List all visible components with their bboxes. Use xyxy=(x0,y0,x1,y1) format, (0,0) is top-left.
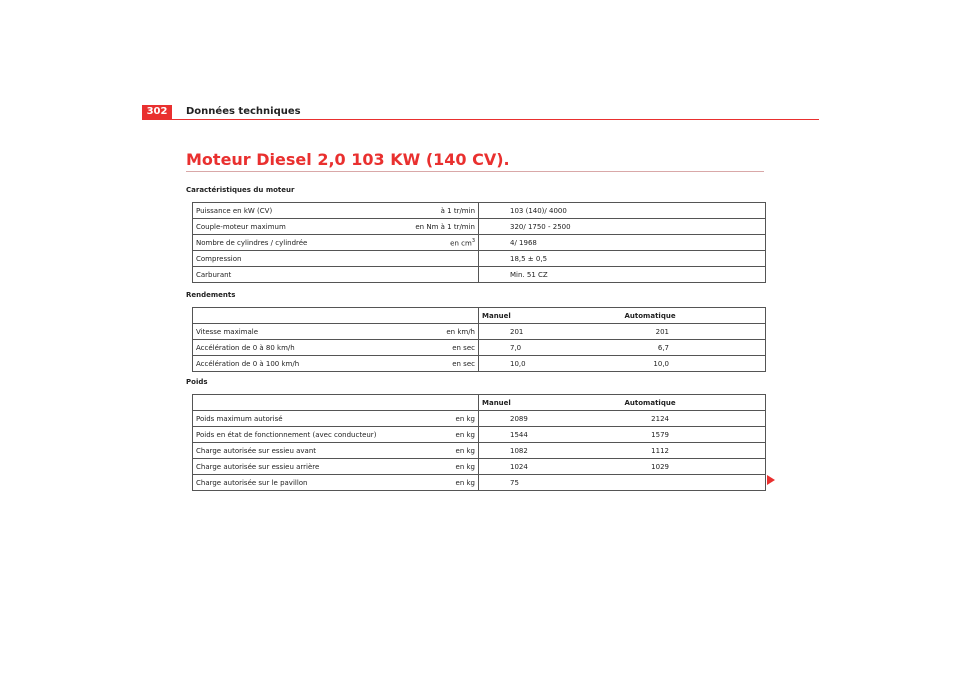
row-unit: en kg xyxy=(403,459,479,475)
row-label: Vitesse maximale xyxy=(193,324,403,340)
row-value: 4/ 1968 xyxy=(479,235,766,251)
performance-heading: Rendements xyxy=(186,291,236,299)
table-row xyxy=(193,219,766,235)
table-row xyxy=(193,340,766,356)
table-row xyxy=(193,475,766,491)
row-manual: 1024 xyxy=(479,459,622,475)
row-unit: en kg xyxy=(403,475,479,491)
col-auto-header: Automatique xyxy=(622,395,766,411)
row-unit xyxy=(403,235,479,251)
row-manual: 10,0 xyxy=(479,356,622,372)
row-auto: 1579 xyxy=(622,427,766,443)
header-empty xyxy=(403,308,479,324)
row-label: Poids en état de fonctionnement (avec conducteur) xyxy=(193,427,403,443)
col-auto-header: Automatique xyxy=(622,308,766,324)
weights-table xyxy=(192,394,766,491)
row-manual: 2089 xyxy=(479,411,622,427)
row-unit: en kg xyxy=(403,443,479,459)
row-manual: 201 xyxy=(479,324,622,340)
row-value: 103 (140)/ 4000 xyxy=(479,203,766,219)
row-label: Puissance en kW (CV) xyxy=(193,203,403,219)
table-header-row xyxy=(193,308,766,324)
table-row xyxy=(193,324,766,340)
table-row xyxy=(193,235,766,251)
unit-superscript: 3 xyxy=(471,237,475,244)
row-unit: en sec xyxy=(403,340,479,356)
row-unit: en sec xyxy=(403,356,479,372)
header-title: Données techniques xyxy=(186,106,301,117)
row-auto: 10,0 xyxy=(622,356,766,372)
row-auto: 1112 xyxy=(622,443,766,459)
row-value: Min. 51 CZ xyxy=(479,267,766,283)
row-manual: 7,0 xyxy=(479,340,622,356)
row-label: Accélération de 0 à 100 km/h xyxy=(193,356,403,372)
col-manual-header: Manuel xyxy=(479,395,622,411)
table-row xyxy=(193,356,766,372)
table-row xyxy=(193,267,766,283)
header-empty xyxy=(193,308,403,324)
row-unit xyxy=(403,251,479,267)
row-label: Accélération de 0 à 80 km/h xyxy=(193,340,403,356)
col-manual-header: Manuel xyxy=(479,308,622,324)
row-auto: 2124 xyxy=(622,411,766,427)
header-empty xyxy=(193,395,403,411)
row-label: Nombre de cylindres / cylindrée xyxy=(193,235,403,251)
header-divider xyxy=(142,119,819,120)
table-row xyxy=(193,459,766,475)
row-manual: 1544 xyxy=(479,427,622,443)
row-unit: à 1 tr/min xyxy=(403,203,479,219)
row-unit xyxy=(403,267,479,283)
row-label: Couple-moteur maximum xyxy=(193,219,403,235)
row-auto: 1029 xyxy=(622,459,766,475)
row-label: Charge autorisée sur essieu arrière xyxy=(193,459,403,475)
row-label: Compression xyxy=(193,251,403,267)
row-manual: 1082 xyxy=(479,443,622,459)
performance-table xyxy=(192,307,766,372)
row-unit: en Nm à 1 tr/min xyxy=(403,219,479,235)
row-label: Carburant xyxy=(193,267,403,283)
row-value: 320/ 1750 - 2500 xyxy=(479,219,766,235)
page-number: 302 xyxy=(142,105,172,119)
row-value: 18,5 ± 0,5 xyxy=(479,251,766,267)
row-auto: 6,7 xyxy=(622,340,766,356)
table-row xyxy=(193,251,766,267)
table-header-row xyxy=(193,395,766,411)
table-row xyxy=(193,203,766,219)
row-label: Charge autorisée sur essieu avant xyxy=(193,443,403,459)
table-row xyxy=(193,443,766,459)
section-title: Moteur Diesel 2,0 103 KW (140 CV). xyxy=(186,150,510,169)
unit-text: en cm xyxy=(450,239,472,248)
row-unit: en kg xyxy=(403,427,479,443)
table-row xyxy=(193,411,766,427)
engine-heading: Caractéristiques du moteur xyxy=(186,186,295,194)
engine-table xyxy=(192,202,766,283)
row-label: Charge autorisée sur le pavillon xyxy=(193,475,403,491)
row-label: Poids maximum autorisé xyxy=(193,411,403,427)
weights-heading: Poids xyxy=(186,378,208,386)
section-divider xyxy=(186,171,764,172)
next-page-arrow-icon[interactable] xyxy=(767,475,775,485)
row-unit: en km/h xyxy=(403,324,479,340)
header-empty xyxy=(403,395,479,411)
row-unit: en kg xyxy=(403,411,479,427)
row-manual: 75 xyxy=(479,475,622,491)
table-row xyxy=(193,427,766,443)
row-auto: 201 xyxy=(622,324,766,340)
row-auto xyxy=(622,475,766,491)
